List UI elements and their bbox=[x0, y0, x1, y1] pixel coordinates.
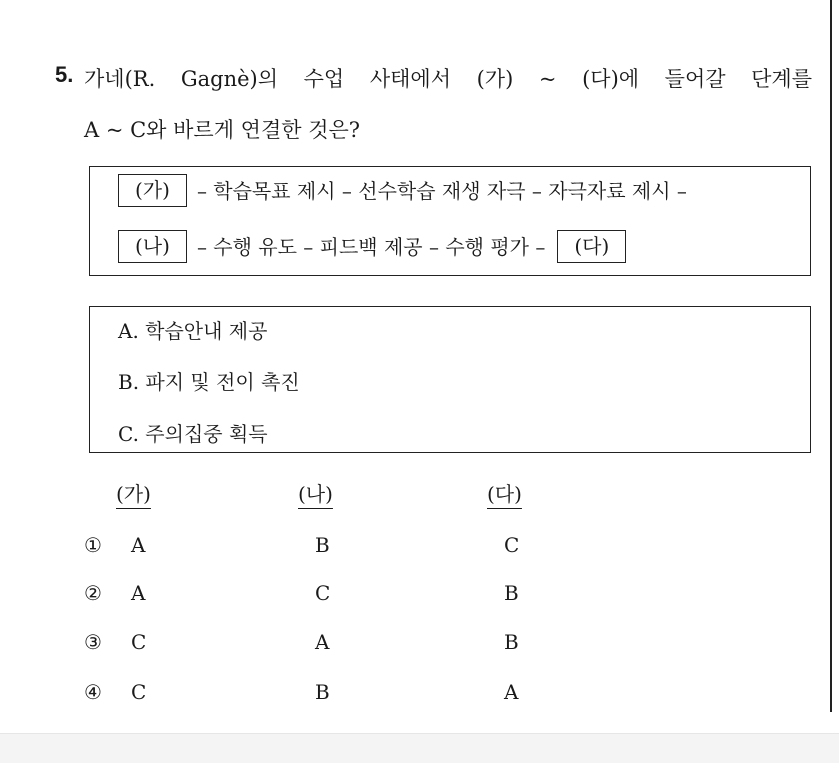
choice-2-da: B bbox=[504, 581, 519, 605]
blank-tag-ga: (가) bbox=[118, 174, 187, 207]
choice-4-na: B bbox=[315, 680, 330, 704]
option-c: C. 주의집중 획득 bbox=[118, 422, 268, 446]
choice-4-da: A bbox=[504, 680, 519, 704]
blank-tag-na: (나) bbox=[118, 230, 187, 263]
choice-1-na: B bbox=[315, 533, 330, 557]
page-border-line bbox=[830, 0, 832, 712]
choice-1-number[interactable]: ① bbox=[84, 533, 102, 557]
choice-4-number[interactable]: ④ bbox=[84, 680, 102, 704]
sequence-line1 bbox=[118, 174, 687, 207]
choice-2-na: C bbox=[315, 581, 331, 605]
choice-1-ga: A bbox=[131, 533, 146, 557]
choice-3-na: A bbox=[315, 630, 330, 654]
option-a: A. 학습안내 제공 bbox=[118, 319, 268, 343]
choice-4-ga: C bbox=[131, 680, 147, 704]
choice-3-ga: C bbox=[131, 630, 147, 654]
choice-2-number[interactable]: ② bbox=[84, 581, 102, 605]
choice-3-da: B bbox=[504, 630, 519, 654]
answer-header-ga: (가) bbox=[116, 482, 151, 506]
blank-tag-da: (다) bbox=[557, 230, 626, 263]
sequence-line1-text: – 학습목표 제시 – 선수학습 재생 자극 – 자극자료 제시 – bbox=[196, 178, 687, 203]
choice-1-da: C bbox=[504, 533, 520, 557]
sequence-line2-text: – 수행 유도 – 피드백 제공 – 수행 평가 – bbox=[196, 234, 546, 259]
question-text-line2: A ~ C와 바르게 연결한 것은? bbox=[84, 118, 361, 142]
option-b: B. 파지 및 전이 촉진 bbox=[118, 370, 300, 394]
answer-header-da: (다) bbox=[487, 482, 522, 506]
choice-3-number[interactable]: ③ bbox=[84, 630, 102, 654]
sequence-line2 bbox=[118, 230, 626, 263]
bottom-margin-strip bbox=[0, 733, 839, 763]
choice-2-ga: A bbox=[131, 581, 146, 605]
question-text-line1: 가네(R. Gagnè)의 수업 사태에서 (가) ~ (다)에 들어갈 단계를 bbox=[84, 67, 812, 91]
answer-header-na: (나) bbox=[298, 482, 333, 506]
question-number: 5. bbox=[55, 62, 74, 87]
